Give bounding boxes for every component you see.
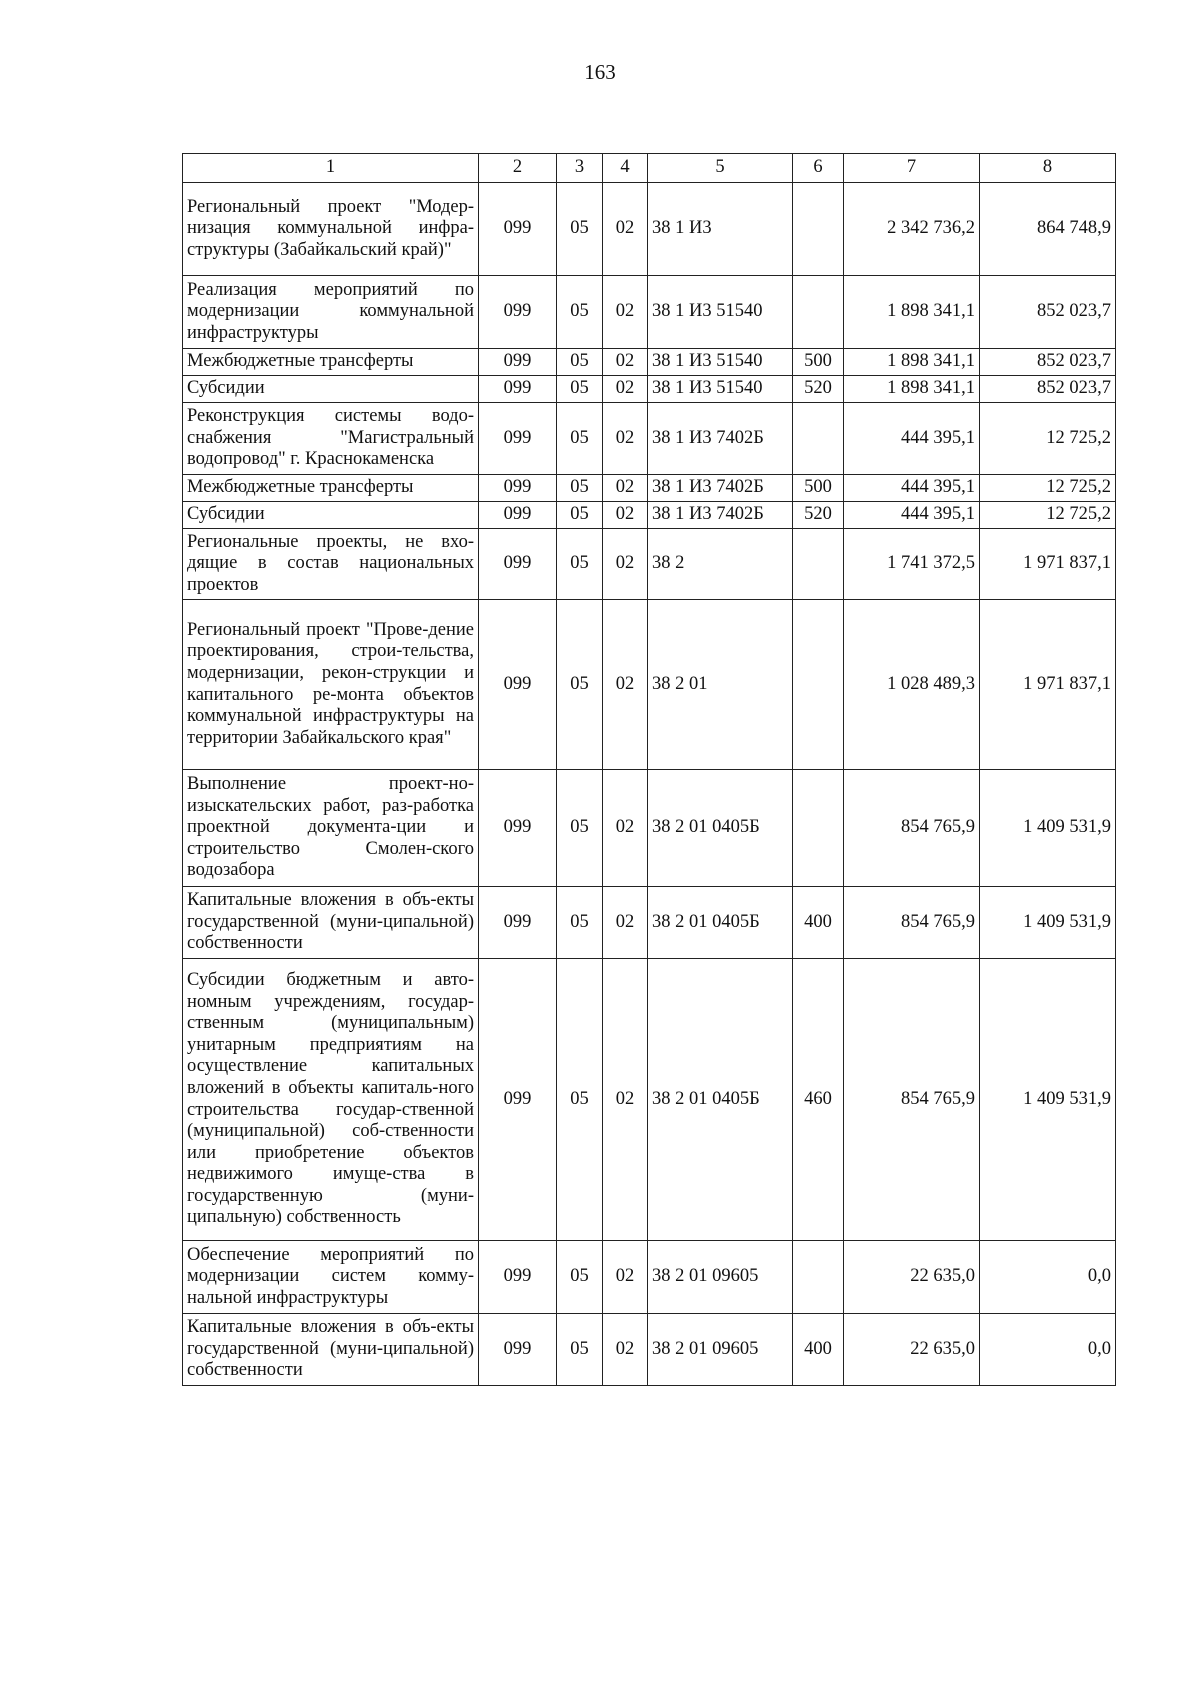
table-row bbox=[183, 349, 1116, 376]
admin-code-cell: 099 bbox=[479, 1241, 557, 1314]
admin-code-cell: 099 bbox=[479, 600, 557, 770]
table-row bbox=[183, 376, 1116, 403]
amount-col8-cell: 1 971 837,1 bbox=[980, 529, 1116, 600]
table-row bbox=[183, 183, 1116, 276]
subsection-cell: 02 bbox=[603, 887, 648, 959]
expense-type-cell bbox=[793, 403, 844, 475]
row-name-cell: Региональные проекты, не вхо-дящие в состав национальных проектов bbox=[183, 529, 479, 600]
admin-code-cell: 099 bbox=[479, 502, 557, 529]
table-row bbox=[183, 1241, 1116, 1314]
section-cell: 05 bbox=[557, 770, 603, 887]
expense-type-cell: 400 bbox=[793, 887, 844, 959]
section-cell: 05 bbox=[557, 1314, 603, 1386]
amount-col8-cell: 852 023,7 bbox=[980, 276, 1116, 349]
target-article-cell: 38 2 01 09605 bbox=[648, 1241, 793, 1314]
amount-col8-cell: 0,0 bbox=[980, 1241, 1116, 1314]
admin-code-cell: 099 bbox=[479, 529, 557, 600]
amount-col7-cell: 854 765,9 bbox=[844, 770, 980, 887]
section-cell: 05 bbox=[557, 959, 603, 1241]
table-row bbox=[183, 475, 1116, 502]
page-number: 163 bbox=[584, 60, 616, 84]
amount-col8-cell: 1 409 531,9 bbox=[980, 770, 1116, 887]
row-name-cell: Выполнение проект-но-изыскательских работ, раз-работка проектной документа-ции и строительство Смолен-ского водозабора bbox=[183, 770, 479, 887]
table-row bbox=[183, 502, 1116, 529]
expense-type-cell: 500 bbox=[793, 475, 844, 502]
amount-col7-cell: 444 395,1 bbox=[844, 403, 980, 475]
amount-col7-cell: 854 765,9 bbox=[844, 959, 980, 1241]
amount-col8-cell: 0,0 bbox=[980, 1314, 1116, 1386]
row-name-cell: Региональный проект "Модер-низация коммунальной инфра-структуры (Забайкальский край)" bbox=[183, 183, 479, 276]
table-row bbox=[183, 770, 1116, 887]
table-row bbox=[183, 1314, 1116, 1386]
amount-col8-cell: 864 748,9 bbox=[980, 183, 1116, 276]
column-header: 6 bbox=[793, 154, 844, 183]
subsection-cell: 02 bbox=[603, 502, 648, 529]
row-name-cell: Субсидии бюджетным и авто-номным учреждениям, государ-ственным (муниципальным) унитарным предприятиям на осуществление капитальных вложений в объекты капиталь-ного строительства государ-ственной (муниципальной) соб-ственности или приобретение объектов недвижимого имуще-ства в государственную (муни-ципальную) собственность bbox=[183, 959, 479, 1241]
target-article-cell: 38 2 01 0405Б bbox=[648, 887, 793, 959]
admin-code-cell: 099 bbox=[479, 276, 557, 349]
expense-type-cell bbox=[793, 600, 844, 770]
amount-col7-cell: 444 395,1 bbox=[844, 475, 980, 502]
table-body bbox=[183, 154, 1116, 1386]
expense-type-cell: 460 bbox=[793, 959, 844, 1241]
table-row bbox=[183, 276, 1116, 349]
target-article-cell: 38 2 01 bbox=[648, 600, 793, 770]
section-cell: 05 bbox=[557, 403, 603, 475]
expense-type-cell bbox=[793, 770, 844, 887]
amount-col8-cell: 852 023,7 bbox=[980, 349, 1116, 376]
expense-type-cell: 400 bbox=[793, 1314, 844, 1386]
amount-col8-cell: 1 971 837,1 bbox=[980, 600, 1116, 770]
section-cell: 05 bbox=[557, 349, 603, 376]
subsection-cell: 02 bbox=[603, 770, 648, 887]
amount-col7-cell: 22 635,0 bbox=[844, 1314, 980, 1386]
subsection-cell: 02 bbox=[603, 376, 648, 403]
subsection-cell: 02 bbox=[603, 276, 648, 349]
row-name-cell: Межбюджетные трансферты bbox=[183, 475, 479, 502]
row-name-cell: Региональный проект "Прове-дение проектирования, строи-тельства, модернизации, рекон-струкции и капитального ре-монта объектов коммунальной инфраструктуры на территории Забайкальского края" bbox=[183, 600, 479, 770]
subsection-cell: 02 bbox=[603, 529, 648, 600]
section-cell: 05 bbox=[557, 600, 603, 770]
expense-type-cell bbox=[793, 529, 844, 600]
admin-code-cell: 099 bbox=[479, 403, 557, 475]
amount-col8-cell: 852 023,7 bbox=[980, 376, 1116, 403]
section-cell: 05 bbox=[557, 887, 603, 959]
table-row bbox=[183, 529, 1116, 600]
row-name-cell: Субсидии bbox=[183, 376, 479, 403]
target-article-cell: 38 2 01 0405Б bbox=[648, 959, 793, 1241]
target-article-cell: 38 1 И3 bbox=[648, 183, 793, 276]
subsection-cell: 02 bbox=[603, 403, 648, 475]
amount-col7-cell: 22 635,0 bbox=[844, 1241, 980, 1314]
subsection-cell: 02 bbox=[603, 959, 648, 1241]
target-article-cell: 38 1 И3 51540 bbox=[648, 349, 793, 376]
target-article-cell: 38 1 И3 7402Б bbox=[648, 502, 793, 529]
amount-col7-cell: 1 898 341,1 bbox=[844, 276, 980, 349]
column-header: 7 bbox=[844, 154, 980, 183]
expense-type-cell: 520 bbox=[793, 502, 844, 529]
row-name-cell: Реконструкция системы водо-снабжения "Магистральный водопровод" г. Краснокаменска bbox=[183, 403, 479, 475]
amount-col7-cell: 1 898 341,1 bbox=[844, 376, 980, 403]
section-cell: 05 bbox=[557, 276, 603, 349]
target-article-cell: 38 2 01 0405Б bbox=[648, 770, 793, 887]
target-article-cell: 38 1 И3 7402Б bbox=[648, 403, 793, 475]
table-row bbox=[183, 600, 1116, 770]
section-cell: 05 bbox=[557, 183, 603, 276]
expense-type-cell bbox=[793, 276, 844, 349]
section-cell: 05 bbox=[557, 376, 603, 403]
section-cell: 05 bbox=[557, 502, 603, 529]
subsection-cell: 02 bbox=[603, 1241, 648, 1314]
row-name-cell: Капитальные вложения в объ-екты государственной (муни-ципальной) собственности bbox=[183, 1314, 479, 1386]
admin-code-cell: 099 bbox=[479, 183, 557, 276]
row-name-cell: Реализация мероприятий по модернизации коммунальной инфраструктуры bbox=[183, 276, 479, 349]
target-article-cell: 38 1 И3 51540 bbox=[648, 276, 793, 349]
admin-code-cell: 099 bbox=[479, 475, 557, 502]
amount-col7-cell: 854 765,9 bbox=[844, 887, 980, 959]
budget-table bbox=[182, 153, 1116, 1386]
column-header: 2 bbox=[479, 154, 557, 183]
expense-type-cell: 520 bbox=[793, 376, 844, 403]
section-cell: 05 bbox=[557, 475, 603, 502]
amount-col7-cell: 2 342 736,2 bbox=[844, 183, 980, 276]
admin-code-cell: 099 bbox=[479, 1314, 557, 1386]
column-header: 4 bbox=[603, 154, 648, 183]
amount-col8-cell: 12 725,2 bbox=[980, 403, 1116, 475]
admin-code-cell: 099 bbox=[479, 887, 557, 959]
amount-col8-cell: 1 409 531,9 bbox=[980, 887, 1116, 959]
section-cell: 05 bbox=[557, 529, 603, 600]
table-row bbox=[183, 887, 1116, 959]
column-header: 8 bbox=[980, 154, 1116, 183]
amount-col7-cell: 1 028 489,3 bbox=[844, 600, 980, 770]
admin-code-cell: 099 bbox=[479, 349, 557, 376]
row-name-cell: Межбюджетные трансферты bbox=[183, 349, 479, 376]
amount-col8-cell: 1 409 531,9 bbox=[980, 959, 1116, 1241]
row-name-cell: Субсидии bbox=[183, 502, 479, 529]
target-article-cell: 38 2 bbox=[648, 529, 793, 600]
table-row bbox=[183, 959, 1116, 1241]
amount-col8-cell: 12 725,2 bbox=[980, 502, 1116, 529]
subsection-cell: 02 bbox=[603, 1314, 648, 1386]
amount-col7-cell: 444 395,1 bbox=[844, 502, 980, 529]
column-header: 3 bbox=[557, 154, 603, 183]
subsection-cell: 02 bbox=[603, 183, 648, 276]
expense-type-cell bbox=[793, 183, 844, 276]
admin-code-cell: 099 bbox=[479, 376, 557, 403]
amount-col7-cell: 1 741 372,5 bbox=[844, 529, 980, 600]
subsection-cell: 02 bbox=[603, 475, 648, 502]
table-header-row bbox=[183, 154, 1116, 183]
subsection-cell: 02 bbox=[603, 349, 648, 376]
target-article-cell: 38 2 01 09605 bbox=[648, 1314, 793, 1386]
expense-type-cell bbox=[793, 1241, 844, 1314]
admin-code-cell: 099 bbox=[479, 959, 557, 1241]
admin-code-cell: 099 bbox=[479, 770, 557, 887]
target-article-cell: 38 1 И3 51540 bbox=[648, 376, 793, 403]
section-cell: 05 bbox=[557, 1241, 603, 1314]
target-article-cell: 38 1 И3 7402Б bbox=[648, 475, 793, 502]
subsection-cell: 02 bbox=[603, 600, 648, 770]
column-header: 1 bbox=[183, 154, 479, 183]
expense-type-cell: 500 bbox=[793, 349, 844, 376]
row-name-cell: Капитальные вложения в объ-екты государственной (муни-ципальной) собственности bbox=[183, 887, 479, 959]
amount-col8-cell: 12 725,2 bbox=[980, 475, 1116, 502]
row-name-cell: Обеспечение мероприятий по модернизации систем комму-нальной инфраструктуры bbox=[183, 1241, 479, 1314]
table-row bbox=[183, 403, 1116, 475]
column-header: 5 bbox=[648, 154, 793, 183]
amount-col7-cell: 1 898 341,1 bbox=[844, 349, 980, 376]
